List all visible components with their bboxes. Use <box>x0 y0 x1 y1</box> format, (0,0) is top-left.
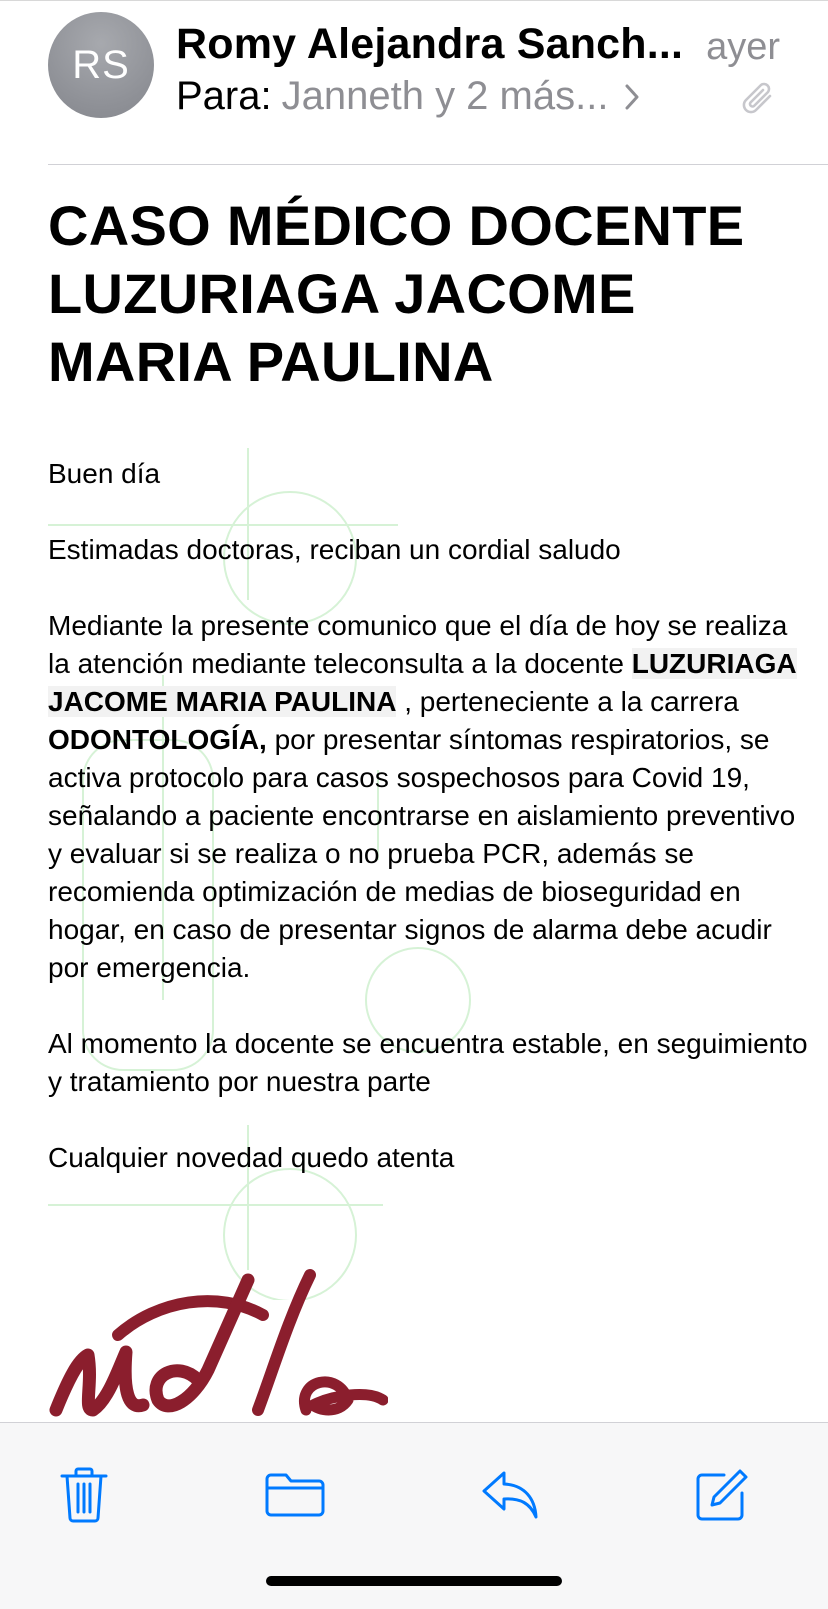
paragraph-closing: Cualquier novedad quedo atenta <box>48 1142 455 1173</box>
udla-logo <box>48 1260 388 1420</box>
avatar-initials: RS <box>72 42 130 87</box>
home-indicator[interactable] <box>266 1576 562 1586</box>
email-subject <box>48 192 788 396</box>
attachment-icon <box>742 82 776 118</box>
folder-icon[interactable] <box>262 1463 328 1527</box>
chevron-right-icon <box>624 83 640 111</box>
career-name: ODONTOLOGÍA, <box>48 724 267 755</box>
reply-icon[interactable] <box>478 1463 542 1527</box>
paragraph-main <box>48 607 808 987</box>
greeting: Buen día <box>48 458 161 489</box>
paragraph-main-part-2: , perteneciente a la carrera <box>396 686 739 717</box>
email-body <box>48 455 808 1215</box>
header-divider <box>48 164 828 165</box>
recipients-row[interactable] <box>176 74 640 119</box>
sender-avatar[interactable] <box>48 12 154 118</box>
sender-name[interactable]: Romy Alejandra Sanch... <box>176 20 684 68</box>
message-date: ayer <box>706 26 780 68</box>
top-edge-line <box>0 0 828 1</box>
subject-line-2: LUZURIAGA JACOME <box>48 262 636 325</box>
patient-name: LUZURIAGA JACOME MARIA PAULINA <box>48 648 797 717</box>
subject-line-3: MARIA PAULINA <box>48 330 494 393</box>
trash-icon[interactable] <box>52 1463 116 1527</box>
paragraph-status: Al momento la docente se encuentra estable, en seguimiento y tratamiento por nuestra parte <box>48 1028 808 1097</box>
recipients-value: Janneth y 2 más... <box>281 74 609 118</box>
salutation: Estimadas doctoras, reciban un cordial saludo <box>48 534 621 565</box>
paragraph-main-part-3: por presentar síntomas respiratorios, se activa protocolo para casos sospechosos para Covid 19, señalando a paciente encontrarse en aislamiento preventivo y evaluar si se realiza o no prueba PCR, además se recomienda optimización de medias de bioseguridad en hogar, en caso de presentar signos de alarma debe acudir por emergencia. <box>48 724 796 983</box>
to-label: Para: <box>176 74 272 118</box>
subject-line-1: CASO MÉDICO DOCENTE <box>48 194 745 257</box>
paragraph-main-part-1: Mediante la presente comunico que el día de hoy se realiza la atención mediante teleconsulta a la docente <box>48 610 788 679</box>
compose-icon[interactable] <box>690 1463 754 1527</box>
